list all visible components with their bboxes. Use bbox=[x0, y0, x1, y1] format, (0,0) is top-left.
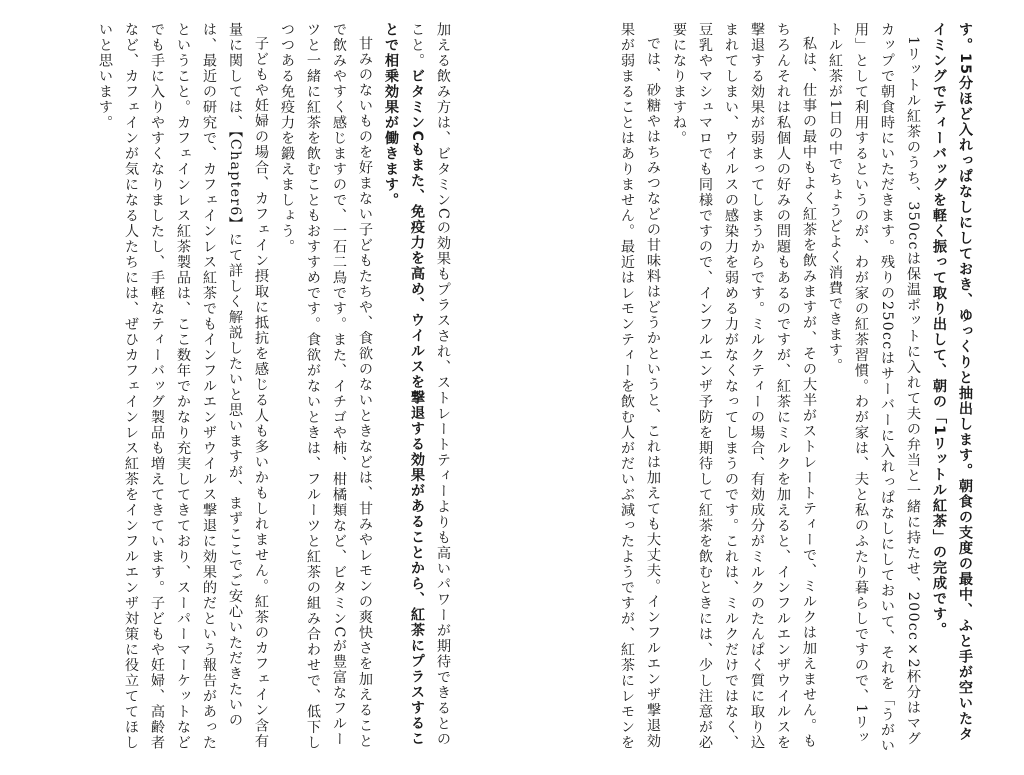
right-p2: 1リットル紅茶のうち、350ccは保温ポットに入れて夫の弁当と一緒に持たせ、200cc×2杯分はマグカップで朝食時にいただきます。残りの250ccはサーバーに入れっぱなしにしておいて、それを「うがい用」として利用するというのが、わが家の紅茶習慣。わが家は、夫と私のふたり暮らしですので、1リットル紅茶が1日の中でちょうどよく消費できます。 bbox=[827, 22, 921, 754]
left-page-text bbox=[52, 22, 456, 757]
left-p1-normal: 加える飲み方は、ビタミンCの効果もプラスされ、ストレートティーよりも高いパワーが期待できるとのこと。 bbox=[409, 22, 451, 748]
left-p3: 子どもや妊婦の場合、カフェイン摂取に抵抗を感じる人も多いかもしれません。紅茶のカフェイン含有量に関しては、【Chapter6】にて詳しく解説したいと思いますが、まずここでご安心いただきたいのは、最近の研究で、カフェインレス紅茶でもインフルエンザウイルス撃退に効果的だという報告があったということ。カフェインレス紅茶製品は、ここ数年でかなり充実してきており、スーパーマーケットなどでも手に入りやすくなりましたし、手軽なティーバッグ製品も増えてきています。子どもや妊婦、高齢者など、カフェインが気になる人たちには、ぜひカフェインレス紅茶をインフルエンザ対策に役立ててほしいと思います。 bbox=[97, 22, 269, 751]
left-p2: 甘みのないものを好まない子どもたちや、食欲のないときなどは、甘みやレモンの爽快さを加えることで飲みやすく感じますので、一石二鳥です。また、イチゴや柿、柑橘類など、ビタミンCが豊富なフルーツと一緒に紅茶を飲むこともおすすめです。食欲がないときは、フルーツと紅茶の組み合わせで、低下しつつある免疫力を鍛えましょう。 bbox=[279, 22, 373, 751]
left-p1 bbox=[378, 22, 456, 757]
right-page-text bbox=[530, 22, 978, 757]
left-page bbox=[52, 22, 456, 757]
right-p1-bold: す。15分ほど入れっぱなしにしておき、ゆっくりと抽出します。朝食の支度の最中、ふと手が空いたタイミングでティーバッグを軽く振って取り出して、朝の「1リットル紅茶」の完成です。 bbox=[931, 22, 973, 742]
right-page bbox=[530, 22, 978, 757]
page-gutter bbox=[497, 0, 499, 775]
right-p3: 私は、仕事の最中もよく紅茶を飲みますが、その大半がストレートティーで、ミルクは加えません。もちろんそれは私個人の好みの問題もあるのですが、紅茶にミルクを加えると、インフルエンザウイルスを撃退する効果が弱まってしまうからです。ミルクティーの場合、有効成分がミルクのたんぱく質に取り込まれてしまい、ウイルスの感染力を弱める力がなくなってしまうのです。これは、ミルクだけではなく、豆乳やマシュマロでも同様ですので、インフルエンザ予防を期待して紅茶を飲むときには、少し注意が必要になりますね。 bbox=[671, 22, 817, 751]
left-p1-bold: ビタミンCもまた、免疫力を高め、ウイルスを撃退する効果があることから、紅茶にプラスすることで相乗効果が働きます。 bbox=[383, 22, 425, 747]
right-p4: では、砂糖やはちみつなどの甘味料はどうかというと、これは加えても大丈夫。インフルエンザ撃退効果が弱まることはありません。最近はレモンティーを飲む人がだいぶ減ったようですが、紅茶にレモンを bbox=[619, 22, 661, 751]
